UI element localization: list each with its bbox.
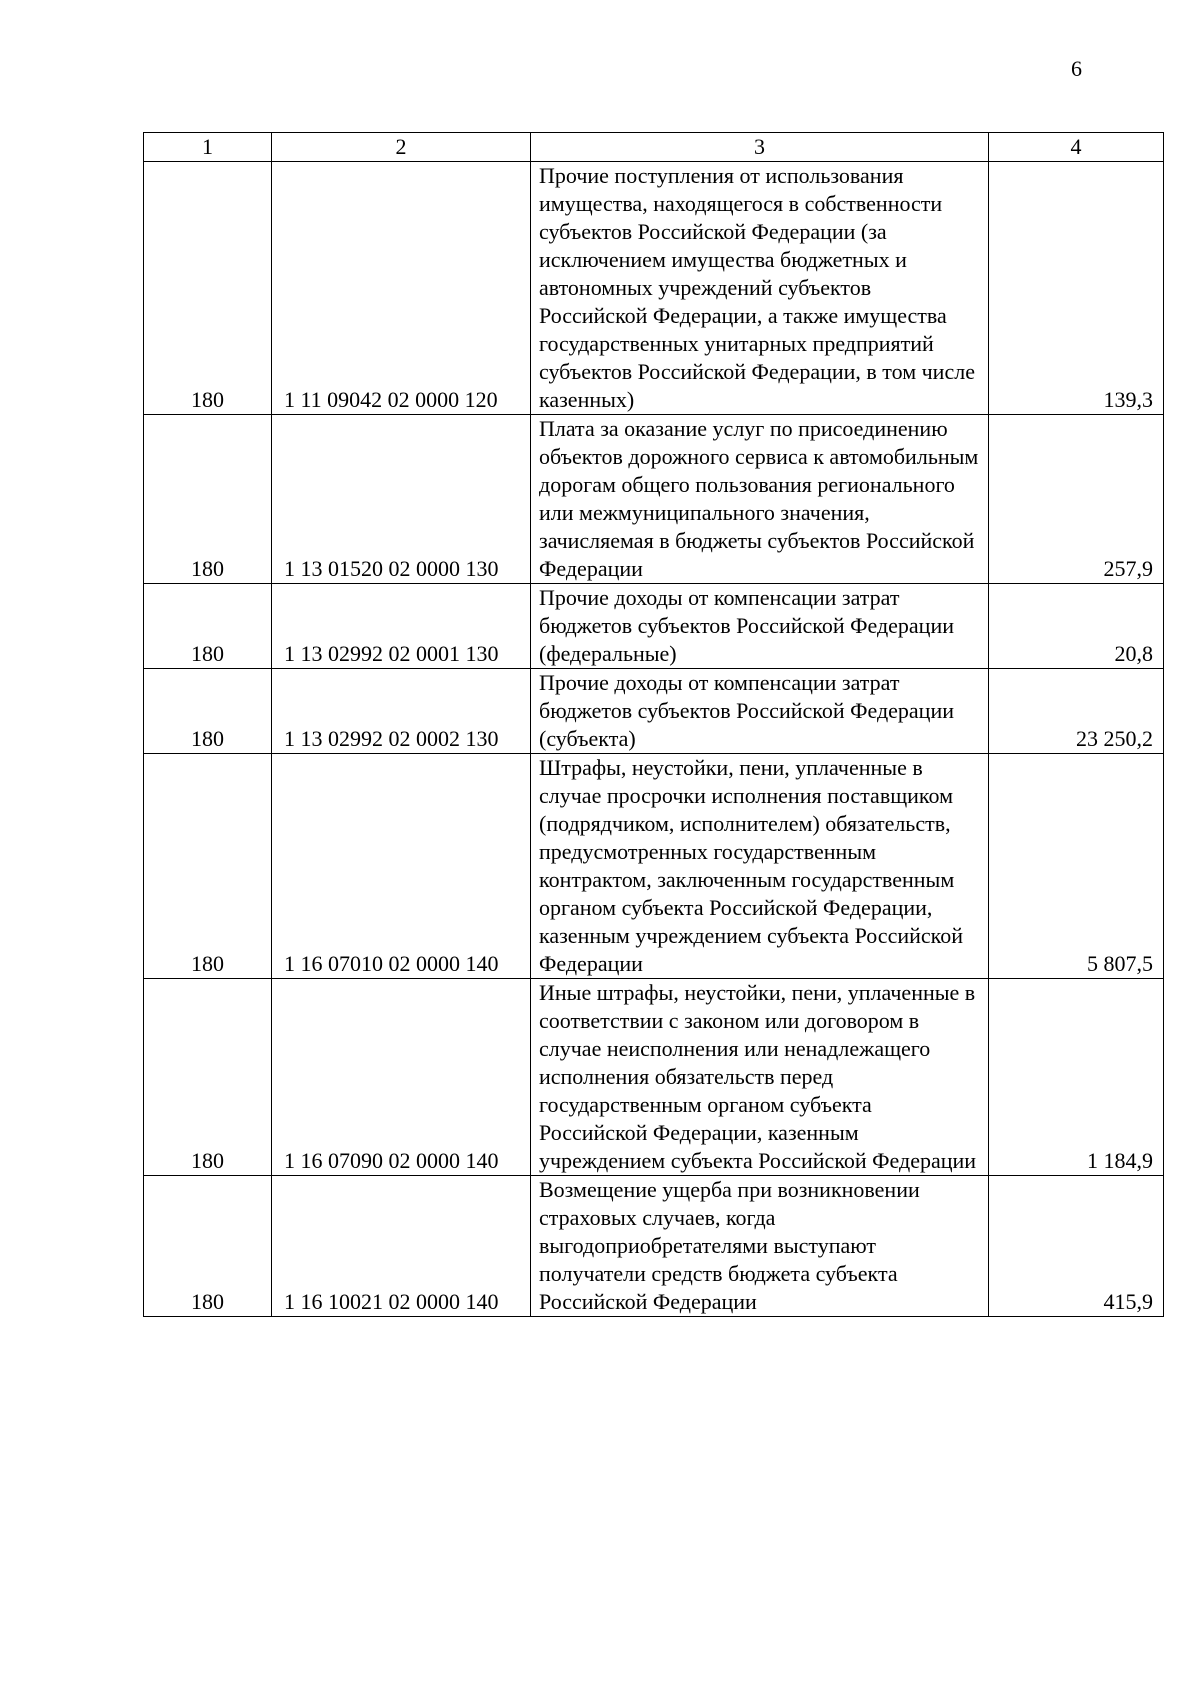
amount-cell: 23 250,2 [989, 669, 1164, 754]
table-row [144, 754, 1164, 979]
amount-cell: 415,9 [989, 1176, 1164, 1317]
table-row [144, 162, 1164, 415]
column-header-2: 2 [272, 133, 531, 162]
revenue-code-cell: 1 11 09042 02 0000 120 [272, 162, 531, 415]
amount-cell: 257,9 [989, 415, 1164, 584]
description-cell: Прочие поступления от использования имущества, находящегося в собственности субъектов Российской Федерации (за исключением имущества бюджетных и автономных учреждений субъектов Российской Федерации, а также имущества государственных унитарных предприятий субъектов Российской Федерации, в том числе казенных) [531, 162, 989, 415]
column-header-4: 4 [989, 133, 1164, 162]
amount-cell: 5 807,5 [989, 754, 1164, 979]
table-row [144, 979, 1164, 1176]
revenue-code-cell: 1 13 02992 02 0002 130 [272, 669, 531, 754]
revenue-code-cell: 1 13 02992 02 0001 130 [272, 584, 531, 669]
amount-cell: 139,3 [989, 162, 1164, 415]
admin-code-cell: 180 [144, 415, 272, 584]
description-cell: Штрафы, неустойки, пени, уплаченные в случае просрочки исполнения поставщиком (подрядчиком, исполнителем) обязательств, предусмотренных государственным контрактом, заключенным государственным органом субъекта Российской Федерации, казенным учреждением субъекта Российской Федерации [531, 754, 989, 979]
table-row [144, 669, 1164, 754]
admin-code-cell: 180 [144, 669, 272, 754]
revenue-table [143, 132, 1164, 1317]
table-row [144, 584, 1164, 669]
description-cell: Возмещение ущерба при возникновении страховых случаев, когда выгодоприобретателями выступают получатели средств бюджета субъекта Российской Федерации [531, 1176, 989, 1317]
revenue-code-cell: 1 16 07010 02 0000 140 [272, 754, 531, 979]
amount-cell: 20,8 [989, 584, 1164, 669]
revenue-code-cell: 1 16 07090 02 0000 140 [272, 979, 531, 1176]
column-header-3: 3 [531, 133, 989, 162]
page-number: 6 [1071, 56, 1082, 81]
description-cell: Плата за оказание услуг по присоединению объектов дорожного сервиса к автомобильным дорогам общего пользования регионального или межмуниципального значения, зачисляемая в бюджеты субъектов Российской Федерации [531, 415, 989, 584]
description-cell: Прочие доходы от компенсации затрат бюджетов субъектов Российской Федерации (субъекта) [531, 669, 989, 754]
column-header-1: 1 [144, 133, 272, 162]
revenue-code-cell: 1 13 01520 02 0000 130 [272, 415, 531, 584]
admin-code-cell: 180 [144, 162, 272, 415]
revenue-code-cell: 1 16 10021 02 0000 140 [272, 1176, 531, 1317]
table-row [144, 415, 1164, 584]
description-cell: Прочие доходы от компенсации затрат бюджетов субъектов Российской Федерации (федеральные) [531, 584, 989, 669]
admin-code-cell: 180 [144, 754, 272, 979]
description-cell: Иные штрафы, неустойки, пени, уплаченные в соответствии с законом или договором в случае неисполнения или ненадлежащего исполнения обязательств перед государственным органом субъекта Российской Федерации, казенным учреждением субъекта Российской Федерации [531, 979, 989, 1176]
admin-code-cell: 180 [144, 979, 272, 1176]
amount-cell: 1 184,9 [989, 979, 1164, 1176]
admin-code-cell: 180 [144, 584, 272, 669]
table-row [144, 1176, 1164, 1317]
admin-code-cell: 180 [144, 1176, 272, 1317]
table-header-row [144, 133, 1164, 162]
